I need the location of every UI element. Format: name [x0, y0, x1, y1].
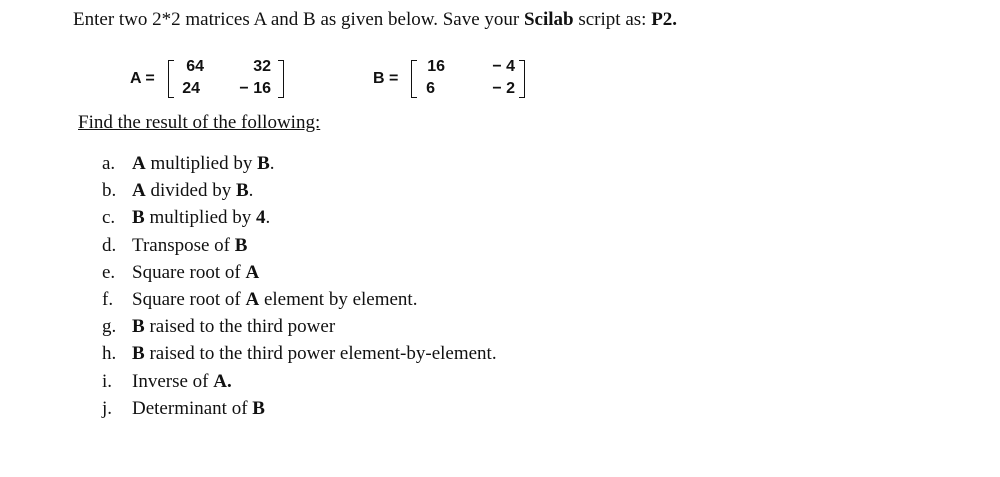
instruction-text [73, 9, 677, 31]
task-text [132, 371, 232, 393]
matrix-b-label: B = [373, 70, 399, 87]
task-letter: b. [102, 180, 117, 202]
task-text-bold: B [132, 343, 145, 365]
instruction-text-middle: script as: [573, 9, 652, 30]
matrix-a-cell: − 16 [239, 80, 271, 97]
task-text [132, 153, 275, 175]
task-text-bold: A [245, 288, 260, 310]
task-letter: a. [102, 153, 116, 174]
matrix-a [130, 58, 300, 104]
task-letter: g. [102, 316, 117, 338]
task-text-bold: A [245, 261, 260, 283]
task-text [132, 262, 259, 284]
task-letter: j. [102, 397, 113, 419]
task-letter: h. [102, 343, 117, 365]
task-text-segment: . [269, 153, 275, 174]
task-text-bold: B [252, 397, 265, 419]
file-name: P2. [651, 9, 678, 30]
matrix-a-cell: 64 [186, 58, 204, 75]
task-text-segment: Inverse of [132, 370, 214, 392]
task-text-bold: B [257, 153, 270, 174]
task-text-segment: Square root of [132, 288, 246, 310]
task-text-bold: A [132, 180, 146, 202]
task-text-segment: Determinant of [132, 397, 253, 419]
task-text-segment: . [265, 207, 271, 229]
task-text-bold: B [235, 180, 249, 202]
task-text [132, 343, 497, 365]
task-text-segment: Square root of [132, 261, 246, 283]
task-text-segment: Transpose of [132, 234, 235, 256]
task-text-segment: element by element. [259, 288, 418, 310]
matrix-b-cell: − 2 [492, 80, 515, 97]
section-heading: Find the result of the following: [78, 112, 321, 133]
matrix-a-right-bracket [278, 60, 284, 98]
task-letter: i. [102, 370, 113, 392]
task-letter: d. [102, 234, 117, 256]
task-text-bold: 4 [256, 207, 266, 229]
task-text [132, 398, 265, 420]
task-letter: f. [102, 288, 114, 310]
task-text-bold: B [132, 316, 145, 338]
task-text-segment: multiplied by [144, 207, 257, 229]
task-text-segment: . [248, 180, 254, 202]
task-text [132, 235, 247, 257]
task-text-bold: A. [213, 370, 232, 392]
task-text [132, 207, 270, 229]
task-text [132, 289, 417, 311]
matrix-b-right-bracket [519, 60, 525, 98]
matrix-a-label: A = [130, 70, 155, 87]
instruction-text-start: Enter two 2*2 matrices A and B as given below. Save your [73, 9, 524, 30]
task-text [132, 180, 253, 202]
task-letter: c. [102, 207, 116, 229]
task-letter: e. [102, 261, 116, 283]
matrix-b [373, 58, 543, 104]
task-text-segment: raised to the third power element-by-element. [144, 343, 497, 365]
matrix-b-cell: 6 [426, 80, 435, 97]
app-name: Scilab [523, 9, 574, 30]
task-text-segment: raised to the third power [144, 316, 336, 338]
task-text-segment: multiplied by [145, 153, 258, 174]
matrix-b-cell: 16 [427, 58, 445, 75]
task-text-bold: B [234, 234, 248, 256]
task-text-bold: B [132, 207, 145, 229]
matrix-a-cell: 32 [253, 58, 271, 75]
task-text-segment: divided by [145, 180, 236, 202]
task-text-bold: A [132, 153, 146, 174]
matrix-b-cell: − 4 [492, 58, 515, 75]
matrix-a-cell: 24 [182, 80, 200, 97]
task-text [132, 316, 335, 338]
